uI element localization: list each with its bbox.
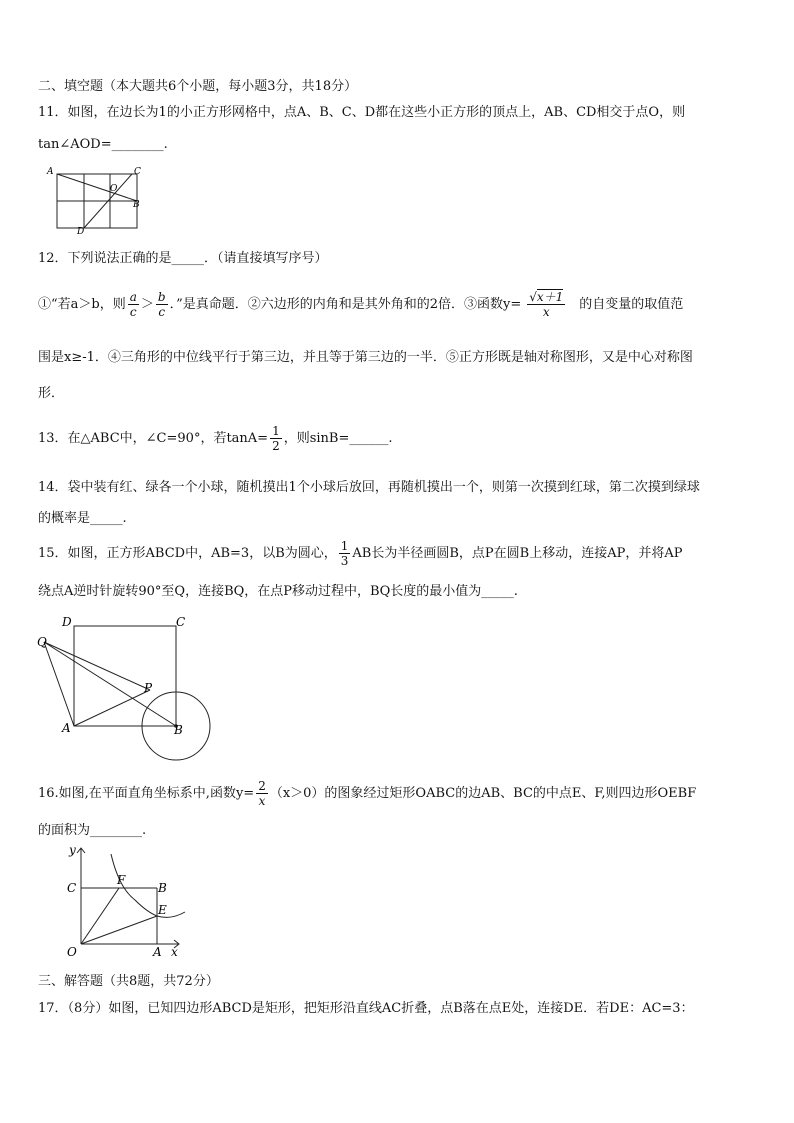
q11-label-D: D bbox=[77, 227, 85, 234]
q11-label-C: C bbox=[134, 167, 141, 177]
q12-line3: 形． bbox=[38, 386, 65, 401]
q16-line1 bbox=[38, 777, 696, 811]
q15-line2: 绕点A逆时针旋转90°至Q，连接BQ，在点P移动过程中，BQ长度的最小值为_____. bbox=[38, 584, 518, 599]
section-3-title: 三、解答题（共8题，共72分） bbox=[38, 974, 219, 989]
q12-fraction-a-over-c bbox=[128, 290, 139, 319]
q16-label-O: O bbox=[67, 945, 77, 959]
q12-fraction-b-over-c bbox=[156, 290, 168, 319]
q11-label-O: O bbox=[110, 184, 118, 194]
q13-frac-den: 2 bbox=[272, 439, 280, 453]
q12-text-a: ①“若a＞b，则 bbox=[38, 297, 126, 312]
q15-label-B: B bbox=[174, 723, 183, 737]
q16-label-F: F bbox=[117, 873, 126, 887]
q13-frac-num: 1 bbox=[272, 424, 280, 438]
q16-label-x: x bbox=[171, 945, 178, 959]
q13-text-a: 13．在△ABC中，∠C=90°，若tanA= bbox=[38, 431, 269, 446]
q14-line1: 14．袋中装有红、绿各一个小球，随机摸出1个小球后放回，再随机摸出一个，则第一次摸到红球，第二次摸到绿球 bbox=[38, 480, 700, 495]
q12-text-b: ．”是真命题．②六边形的内角和是其外角和的2倍．③函数y= bbox=[169, 297, 522, 312]
q12-sqrt-den: x bbox=[542, 305, 550, 319]
q11-line2: tan∠AOD=________. bbox=[38, 137, 168, 152]
q11-label-A: A bbox=[47, 167, 54, 177]
q16-frac-num: 2 bbox=[258, 779, 266, 793]
q16-label-E: E bbox=[158, 903, 167, 917]
q15-label-Q: Q bbox=[37, 635, 47, 649]
q11-label-B: B bbox=[133, 200, 140, 210]
q16-label-y: y bbox=[69, 843, 76, 857]
q16-label-C: C bbox=[67, 881, 77, 895]
q16-text-a: 16.如图,在平面直角坐标系中,函数y= bbox=[38, 786, 255, 801]
q12-head: 12．下列说法正确的是_____．（请直接填写序号） bbox=[38, 251, 328, 266]
q12-frac-b-num: b bbox=[157, 290, 166, 304]
q15-label-P: P bbox=[144, 681, 153, 695]
q12-text-c: 的自变量的取值范 bbox=[579, 297, 684, 312]
q12-gt: ＞ bbox=[140, 297, 154, 312]
q15-fraction bbox=[339, 539, 351, 568]
q12-sqrt-num: x＋1 bbox=[536, 290, 564, 304]
q14-line2: 的概率是_____. bbox=[38, 511, 127, 526]
q12-sqrt-fraction bbox=[527, 290, 565, 319]
q15-text-a: 15．如图，正方形ABCD中，AB=3，以B为圆心， bbox=[38, 546, 337, 561]
q15-line1 bbox=[38, 538, 682, 570]
section-2-title: 二、填空题（本大题共6个小题，每小题3分，共18分） bbox=[38, 79, 358, 94]
q12-frac-a-den: c bbox=[129, 305, 137, 319]
q17-line1: 17．（8分）如图，已知四边形ABCD是矩形，把矩形沿直线AC折叠，点B落在点E处，连接DE．若DE：AC=3： bbox=[38, 1001, 694, 1016]
q12-frac-b-den: c bbox=[158, 305, 166, 319]
q15-square-circle-figure bbox=[30, 610, 220, 774]
q13-text-b: ，则sinB=______. bbox=[283, 431, 393, 446]
q11-grid-figure bbox=[44, 164, 154, 238]
q15-frac-den: 3 bbox=[340, 554, 349, 568]
q16-label-A: A bbox=[153, 945, 162, 959]
q13-line bbox=[38, 422, 393, 456]
q12-line2: 围是x≥-1．④三角形的中位线平行于第三边，并且等于第三边的一半．⑤正方形既是轴对称图形，又是中心对称图 bbox=[38, 350, 693, 365]
q15-label-C: C bbox=[176, 615, 186, 629]
q12-line1 bbox=[38, 290, 683, 319]
q15-text-b: AB长为半径画圆B，点P在圆B上移动，连接AP，并将AP bbox=[352, 546, 683, 561]
q16-label-B: B bbox=[158, 881, 167, 895]
q16-line2: 的面积为________. bbox=[38, 823, 147, 838]
q16-coordinate-figure bbox=[55, 840, 195, 966]
q12-frac-a-num: a bbox=[129, 290, 137, 304]
q16-frac-den: x bbox=[258, 794, 266, 808]
q11-line1: 11．如图，在边长为1的小正方形网格中，点A、B、C、D都在这些小正方形的顶点上，AB、CD相交于点O，则 bbox=[38, 105, 686, 120]
q15-frac-num: 1 bbox=[340, 539, 349, 553]
q15-label-A: A bbox=[62, 721, 71, 735]
sqrt-sign: √ bbox=[529, 290, 537, 304]
q16-fraction bbox=[256, 779, 268, 808]
q15-label-D: D bbox=[62, 615, 72, 629]
q16-text-b: （x＞0）的图象经过矩形OABC的边AB、BC的中点E、F,则四边形OEBF bbox=[269, 786, 697, 801]
q13-fraction bbox=[270, 424, 282, 453]
